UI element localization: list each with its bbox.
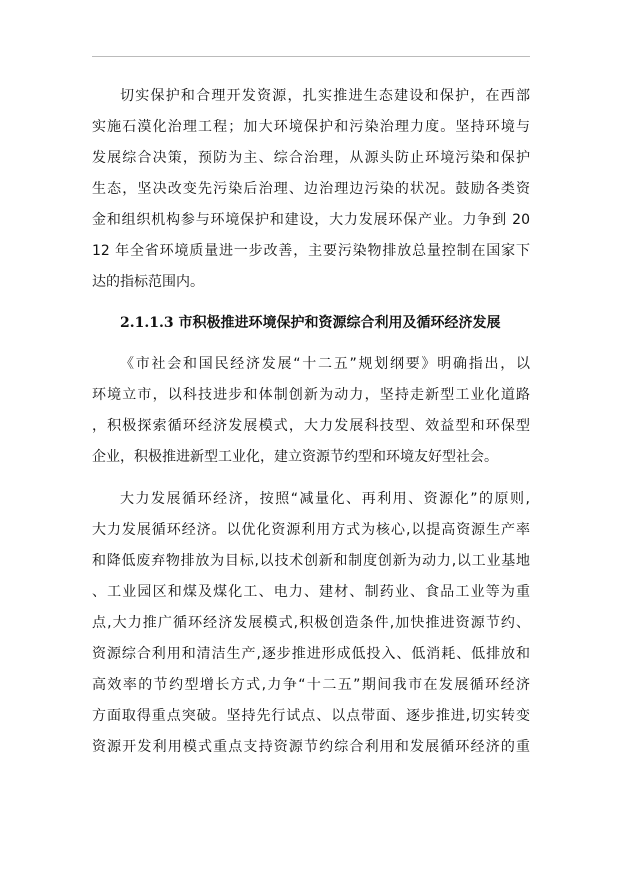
text-line: 企业，积极推进新型工业化，建立资源节约型和环境友好型社会。 [92, 449, 498, 465]
paragraph-plan-outline [92, 349, 530, 473]
text-line: 资源开发利用模式重点支持资源节约综合利用和发展循环经济的重 [92, 739, 530, 755]
paragraph-environment-protection [92, 81, 530, 298]
text-line: 《市社会和国民经济发展“十二五”规划纲要》明确指出，以 [120, 356, 530, 372]
header-rule [92, 56, 530, 57]
text-line: 和降低废弃物排放为目标,以技术创新和制度创新为动力,以工业基地 [92, 553, 530, 569]
text-line: 金和组织机构参与环境保护和建设，大力发展环保产业。力争到 20 [92, 212, 530, 228]
text-line: 实施石漠化治理工程；加大环境保护和污染治理力度。坚持环境与 [92, 119, 530, 135]
text-line: 达的指标范围内。 [92, 274, 204, 290]
text-line: 生态，坚决改变先污染后治理、边治理边污染的状况。鼓励各类资 [92, 181, 530, 197]
text-line: 点,大力推广循环经济发展模式,积极创造条件,加快推进资源节约、 [92, 615, 530, 631]
text-line: 切实保护和合理开发资源，扎实推进生态建设和保护，在西部 [120, 88, 530, 104]
text-line: 12 年全省环境质量进一步改善，主要污染物排放总量控制在国家下 [92, 243, 530, 259]
section-heading: 2.1.1.3 市积极推进环境保护和资源综合利用及循环经济发展 [120, 315, 501, 331]
text-line: 高效率的节约型增长方式,力争“十二五”期间我市在发展循环经济 [92, 677, 530, 693]
text-line: 大力发展循环经济，按照“减量化、再利用、资源化”的原则, [120, 491, 530, 507]
document-page [92, 56, 530, 763]
text-line: ，积极探索循环经济发展模式，大力发展科技型、效益型和环保型 [92, 418, 530, 434]
text-line: 大力发展循环经济。以优化资源利用方式为核心,以提高资源生产率 [92, 522, 530, 538]
text-line: 环境立市，以科技进步和体制创新为动力，坚持走新型工业化道路 [92, 387, 530, 403]
text-line: 资源综合利用和清洁生产,逐步推进形成低投入、低消耗、低排放和 [92, 646, 530, 662]
text-line: 发展综合决策，预防为主、综合治理，从源头防止环境污染和保护 [92, 150, 530, 166]
paragraph-gap [92, 473, 530, 484]
text-line: 、工业园区和煤及煤化工、电力、建材、制药业、食品工业等为重 [92, 584, 530, 600]
paragraph-circular-economy [92, 484, 530, 763]
text-line: 方面取得重点突破。坚持先行试点、以点带面、逐步推进,切实转变 [92, 708, 530, 724]
